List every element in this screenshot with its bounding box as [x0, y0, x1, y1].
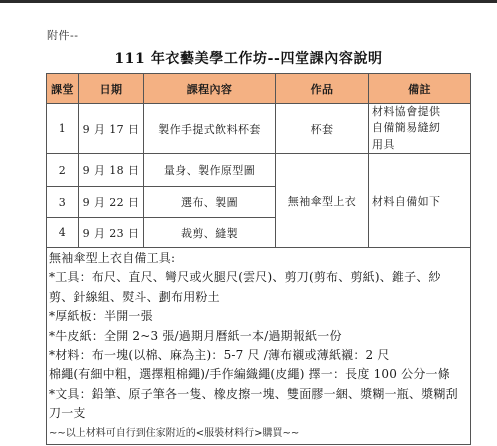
- tools-line: 刀一支: [49, 406, 86, 421]
- column-header-work: 作品: [276, 74, 369, 104]
- cell-content: 製作手提式飲料杯套: [144, 104, 276, 154]
- tools-line: *厚紙板：半開一張: [49, 309, 153, 324]
- tools-line: *材料：布一塊(以棉、麻為主)：5-7 尺 /薄布襯或薄紙襯：2 尺: [49, 348, 390, 363]
- cell-date: 9 月 22 日: [79, 187, 144, 218]
- cell-lesson: 3: [47, 187, 79, 218]
- column-header-note: 備註: [369, 74, 471, 104]
- cell-note: [369, 104, 471, 154]
- cell-content: 選布、製圖: [144, 187, 276, 218]
- tools-section: [47, 248, 471, 445]
- cell-work: 杯套: [276, 104, 369, 154]
- cell-content: 量身、製作原型圖: [144, 154, 276, 187]
- tools-line: 剪、針線組、熨斗、劃布用粉土: [49, 289, 220, 304]
- page-title: 111 年衣藝美學工作坊--四堂課內容說明: [114, 51, 383, 67]
- column-header-lesson: 課堂: [47, 74, 79, 104]
- cell-lesson: 2: [47, 154, 79, 187]
- attachment-note: 附件--: [47, 29, 79, 42]
- tools-row: [47, 248, 471, 445]
- cell-work-merged: 無袖傘型上衣: [276, 154, 369, 248]
- top-bar: [0, 0, 497, 3]
- cell-date: 9 月 23 日: [79, 218, 144, 248]
- tools-line: *工具：布尺、直尺、彎尺或火腿尺(雲尺)、剪刀(剪布、剪紙)、錐子、紗: [49, 270, 441, 285]
- cell-lesson: 1: [47, 104, 79, 154]
- course-schedule-table: [46, 73, 471, 445]
- tools-line: 棉繩(有細中粗，選擇粗棉繩)/手作編織繩(皮繩) 擇一：長度 100 公分一條: [49, 367, 450, 382]
- table-row: [47, 154, 471, 187]
- tools-line: *牛皮紙：全開 2~3 張/過期月曆紙一本/過期報紙一份: [49, 328, 342, 343]
- cell-date: 9 月 17 日: [79, 104, 144, 154]
- tools-heading: 無袖傘型上衣自備工具:: [49, 251, 176, 265]
- tools-footer-note: ~~以上材料可自行到住家附近的<服裝材料行>購買~~: [49, 427, 300, 439]
- cell-note-merged: 材料自備如下: [369, 154, 471, 248]
- tools-line: *文具：鉛筆、原子筆各一隻、橡皮擦一塊、雙面膠一綑、漿糊一瓶、漿糊刮: [49, 386, 458, 401]
- cell-content: 裁剪、縫製: [144, 218, 276, 248]
- note-line: 自備簡易縫紉: [372, 121, 441, 135]
- cell-date: 9 月 18 日: [79, 154, 144, 187]
- note-line: 材料協會提供: [372, 105, 441, 119]
- table-row: [47, 104, 471, 154]
- note-line: 用具: [372, 137, 395, 151]
- column-header-date: 日期: [79, 74, 144, 104]
- cell-lesson: 4: [47, 218, 79, 248]
- column-header-content: 課程內容: [144, 74, 276, 104]
- table-header-row: [47, 74, 471, 104]
